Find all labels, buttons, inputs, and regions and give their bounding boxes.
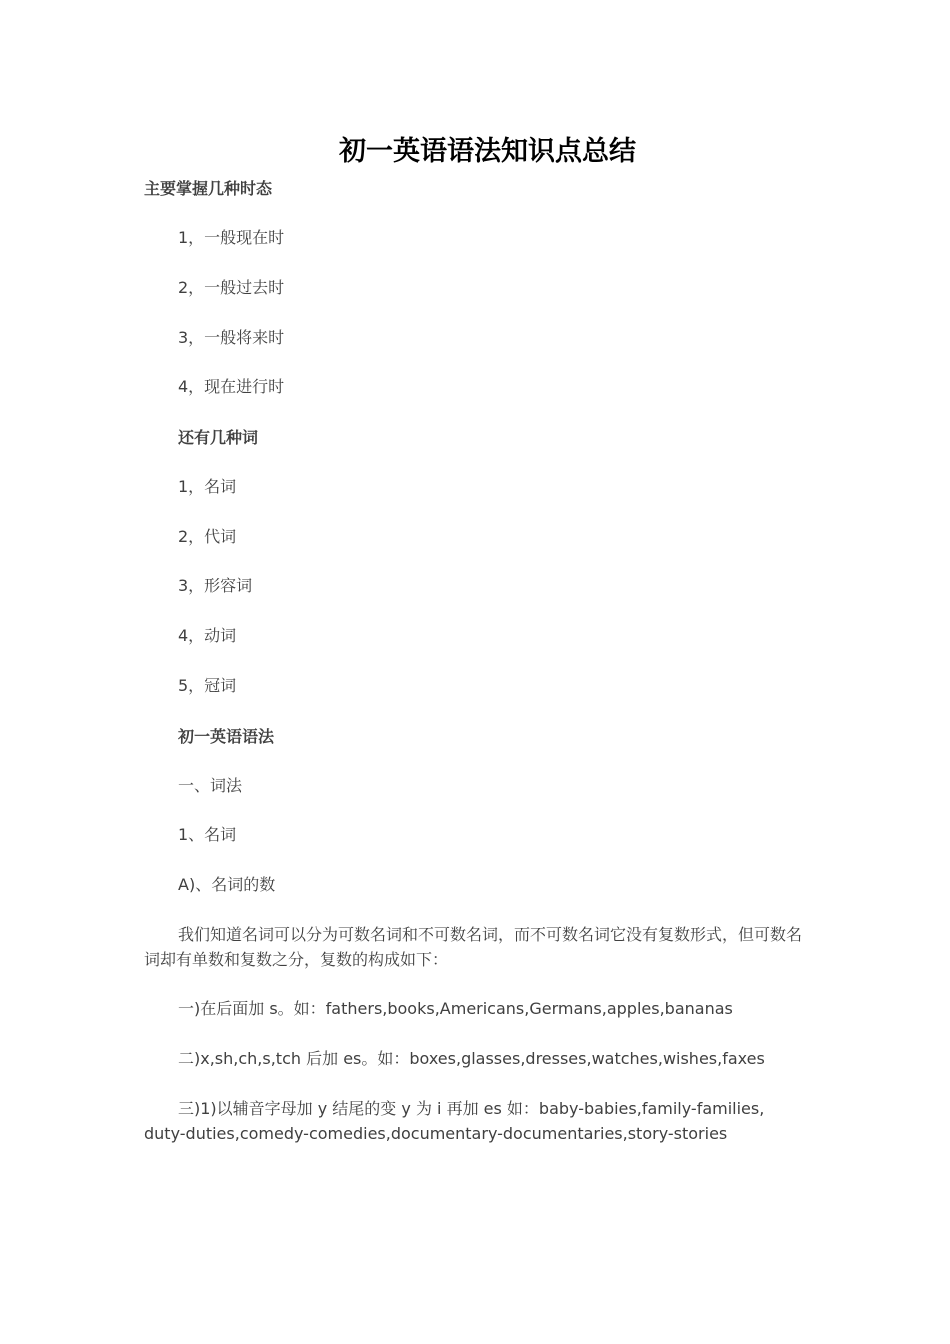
tense-item: 4，现在进行时: [178, 377, 285, 396]
tenses-heading: 主要掌握几种时态: [144, 179, 273, 198]
plural-rule-3: 三)1)以辅音字母加 y 结尾的变 y 为 i 再加 es 如：baby-babies,family-families,duty-duties,comedy-comedies,documentary-documentaries,story-stories: [144, 1099, 765, 1143]
word-type-item: 1，名词: [178, 477, 237, 496]
intro-paragraph: 我们知道名词可以分为可数名词和不可数名词，而不可数名词它没有复数形式，但可数名词却有单数和复数之分，复数的构成如下：: [144, 925, 803, 969]
word-type-item: 3，形容词: [178, 576, 253, 595]
word-type-item: 4，动词: [178, 626, 237, 645]
subsection-noun: 1、名词: [178, 825, 237, 844]
tense-item: 3，一般将来时: [178, 328, 285, 347]
words-heading: 还有几种词: [178, 428, 259, 447]
tense-item: 2，一般过去时: [178, 278, 285, 297]
document-title: 初一英语语法知识点总结: [339, 136, 636, 167]
word-type-item: 5，冠词: [178, 676, 237, 695]
grammar-heading: 初一英语语法: [178, 727, 275, 746]
plural-rule-1: 一)在后面加 s。如：fathers,books,Americans,Germans,apples,bananas: [178, 999, 733, 1018]
noun-number-heading: A)、名词的数: [178, 875, 276, 894]
word-type-item: 2，代词: [178, 527, 237, 546]
plural-rule-2: 二)x,sh,ch,s,tch 后加 es。如：boxes,glasses,dresses,watches,wishes,faxes: [178, 1049, 765, 1068]
section-morphology: 一、词法: [178, 776, 243, 795]
tense-item: 1，一般现在时: [178, 228, 285, 247]
